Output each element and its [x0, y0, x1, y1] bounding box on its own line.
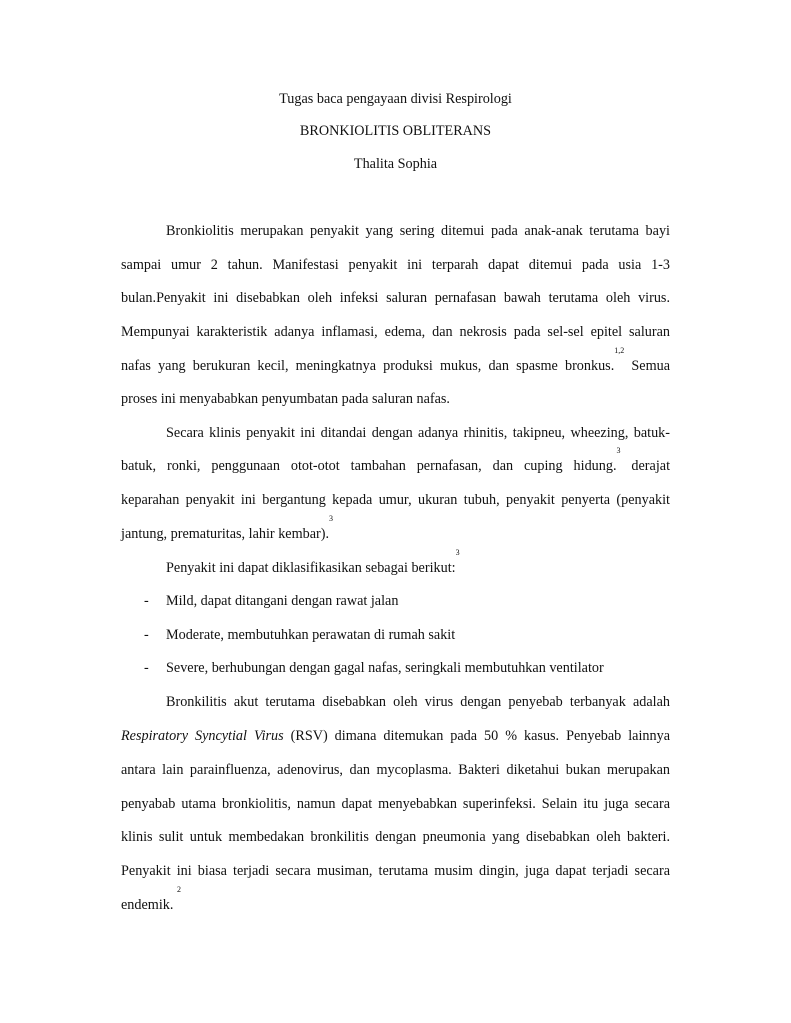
citation-superscript: 2	[176, 885, 181, 894]
virus-name-italic: Respiratory Syncytial Virus	[121, 728, 284, 744]
author-name: Thalita Sophia	[353, 156, 438, 172]
paragraph-1-line-1: Bronkiolitis merupakan penyakit yang sering ditemui pada anak-anak terutama bayi	[166, 223, 670, 239]
list-item-severe: Severe, berhubungan dengan gagal nafas, seringkali membutuhkan ventilator	[166, 660, 604, 676]
list-item-mild: Mild, dapat ditangani dengan rawat jalan	[166, 593, 399, 609]
paragraph-3-line-3: antara lain parainfluenza, adenovirus, dan mycoplasma. Bakteri diketahui bukan merupakan	[121, 762, 670, 778]
paragraph-1-line-6: proses ini menyababkan penyumbatan pada saluran nafas.	[121, 391, 450, 407]
paragraph-2-line-4: jantung, prematuritas, lahir kembar).$^3$	[121, 514, 334, 542]
paragraph-3-line-4: penyabab utama bronkiolitis, namun dapat menyebabkan superinfeksi. Selain itu juga secara	[121, 796, 670, 812]
assignment-line: Tugas baca pengayaan divisi Respirologi	[279, 91, 512, 107]
document-title: BRONKIOLITIS OBLITERANS	[299, 123, 492, 139]
bullet-marker: -	[144, 627, 149, 643]
bullet-marker: -	[144, 593, 149, 609]
paragraph-2-line-2: batuk, ronki, penggunaan otot-otot tambahan pernafasan, dan cuping hidung.$^3$ derajat	[121, 446, 671, 474]
paragraph-3-line-5: klinis sulit untuk membedakan bronkilitis dengan pneumonia yang disebabkan oleh bakteri.	[121, 829, 670, 845]
paragraph-3-line-6: Penyakit ini biasa terjadi secara musiman, terutama musim dingin, juga dapat terjadi secara	[121, 863, 670, 879]
paragraph-1-line-5: nafas yang berukuran kecil, meningkatnya produksi mukus, dan spasme bronkus.$^{1,2}$ Semua	[121, 346, 670, 374]
bullet-marker: -	[144, 660, 149, 676]
paragraph-3-line-1: Bronkilitis akut terutama disebabkan oleh virus dengan penyebab terbanyak adalah	[166, 694, 670, 710]
paragraph-1-line-3: bulan.Penyakit ini disebabkan oleh infeksi saluran pernafasan bawah terutama oleh virus.	[121, 290, 670, 306]
paragraph-2-line-1: Secara klinis penyakit ini ditandai dengan adanya rhinitis, takipneu, wheezing, batuk-	[166, 425, 670, 441]
citation-superscript: 1,2	[614, 346, 625, 355]
citation-superscript: 3	[329, 514, 334, 523]
citation-superscript: 3	[455, 548, 460, 557]
paragraph-2-line-3: keparahan penyakit ini bergantung kepada umur, ukuran tubuh, penyakit penyerta (penyakit	[121, 492, 670, 508]
classification-intro: Penyakit ini dapat diklasifikasikan sebagai berikut:$^3$	[166, 548, 460, 576]
citation-superscript: 3	[616, 446, 621, 455]
paragraph-1-line-4: Mempunyai karakteristik adanya inflamasi, edema, dan nekrosis pada sel-sel epitel saluran	[121, 324, 670, 340]
paragraph-3-line-2: Respiratory Syncytial Virus (RSV) dimana ditemukan pada 50 % kasus. Penyebab lainnya	[121, 728, 670, 744]
paragraph-3-line-7: endemik. $^2$	[121, 885, 181, 913]
list-item-moderate: Moderate, membutuhkan perawatan di rumah sakit	[166, 627, 456, 643]
paragraph-1-line-2: sampai umur 2 tahun. Manifestasi penyakit ini terparah dapat ditemui pada usia 1-3	[121, 257, 670, 273]
